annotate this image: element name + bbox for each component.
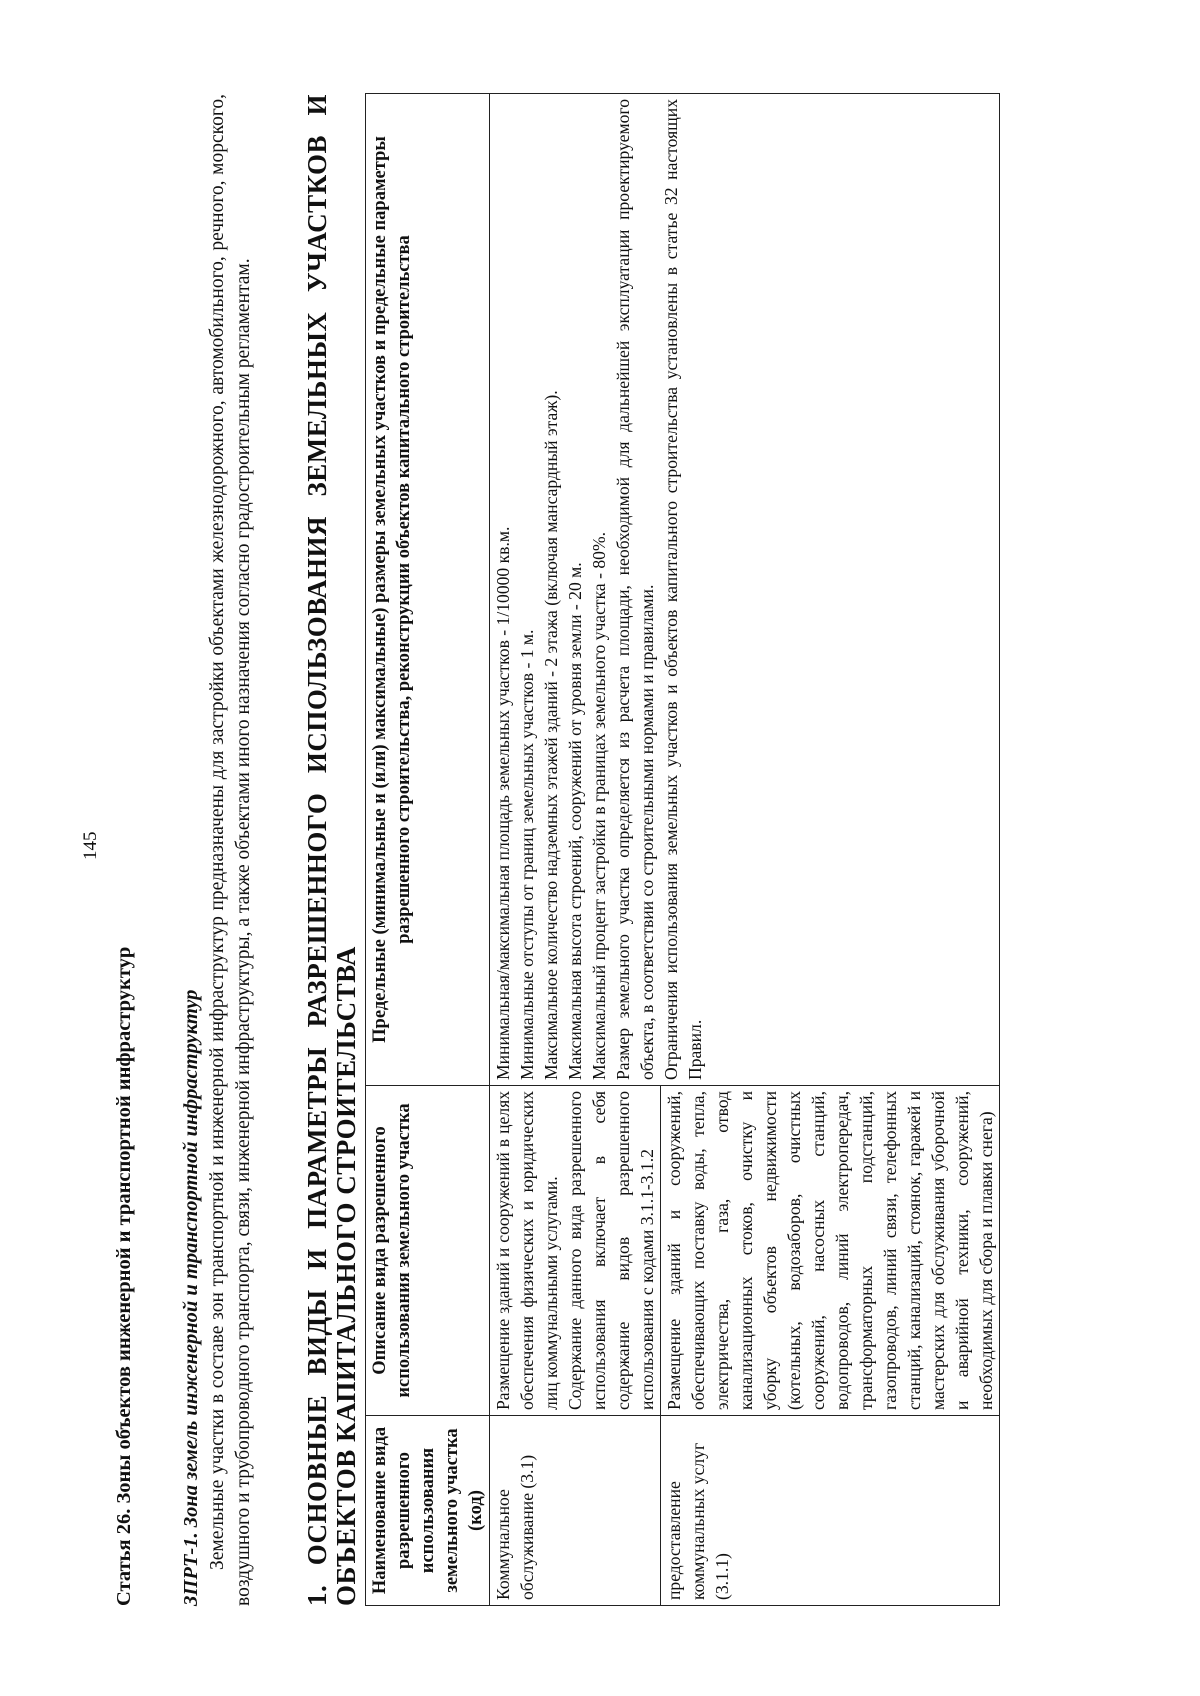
zone-title: ЗПРТ-1. Зона земель инженерной и транспортной инфраструктур	[180, 989, 202, 1606]
description-text: Размещение зданий и сооружений, обеспечивающих поставку воды, тепла, электричества, газа, отвод канализационных стоков, очистку и уборку объектов недвижимости (котельных, водозаборов, очистных сооружений, насосных станций, водопроводов, линий электропередач, трансформаторных подстанций, газопроводов, линий связи, телефонных станций, канализаций, стоянок, гаражей и мастерских для обслуживания уборочной и аварийной техники, сооружений, необходимых для сбора и плавки снега)	[664, 1091, 996, 1410]
page-number: 145	[80, 831, 101, 860]
use-description-cell	[490, 1086, 661, 1416]
parameter-item: Минимальная/максимальная площадь земельных участков - 1/10000 кв.м.	[493, 526, 513, 1080]
use-name-cell: Коммунальное обслуживание (3.1)	[490, 1416, 661, 1606]
parameter-item: Размер земельного участка определяется из расчета площади, необходимой для дальнейшей эксплуатации проектируемого объекта, в соответствии со строительными нормами и правилами.	[613, 99, 657, 1080]
description-text: Содержание данного вида разрешенного использования включает в себя содержание видов разрешенного использования с кодами 3.1.1-3.1.2	[565, 1091, 657, 1410]
description-text: Размещение зданий и сооружений в целях обеспечения физических и юридических лиц коммунальными услугами.	[493, 1091, 561, 1410]
use-description-cell	[661, 1086, 1000, 1416]
parameter-item: Максимальная высота строений, сооружений от уровня земли - 20 м.	[565, 562, 585, 1080]
parameter-item: Ограничения использования земельных участков и объектов капитального строительства установлены в статье 32 настоящих Правил.	[661, 99, 705, 1080]
header-use-name: Наименование вида разрешенного использования земельного участка (код)	[366, 1416, 490, 1606]
use-name-cell: предоставление коммунальных услуг (3.1.1)	[661, 1416, 1000, 1606]
parameter-item: Максимальное количество надземных этажей зданий - 2 этажа (включая мансардный этаж).	[541, 390, 561, 1080]
section-heading: 1. ОСНОВНЫЕ ВИДЫ И ПАРАМЕТРЫ РАЗРЕШЕННОГО ИСПОЛЬЗОВАНИЯ ЗЕМЕЛЬНЫХ УЧАСТКОВ И ОБЪЕКТОВ КАПИТАЛЬНОГО СТРОИТЕЛЬСТВА	[302, 94, 361, 1606]
header-parameters: Предельные (минимальные и (или) максимальные) размеры земельных участков и предельные параметры разрешенного строительства, реконструкции объектов капитального строительства	[366, 94, 490, 1086]
header-use-description: Описание вида разрешенного использования земельного участка	[366, 1086, 490, 1416]
table-header-row	[366, 94, 490, 1606]
regulations-table	[365, 93, 1000, 1606]
parameters-cell	[490, 94, 1000, 1086]
parameter-item: Минимальные отступы от границ земельных участков - 1 м.	[517, 629, 537, 1080]
article-title: Статья 26. Зоны объектов инженерной и транспортной инфраструктур	[113, 946, 135, 1606]
intro-paragraph: Земельные участки в составе зон транспортной и инженерной инфраструктур предназначены для застройки объектами железнодорожного, автомобильного, речного, морского, воздушного и трубопроводного транспорта, связи, инженерной инфраструктуры, а также объектами иного назначения согласно градостроительным регламентам.	[207, 94, 254, 1606]
parameter-item: Максимальный процент застройки в границах земельного участка - 80%.	[589, 531, 609, 1080]
table-row	[490, 94, 661, 1606]
